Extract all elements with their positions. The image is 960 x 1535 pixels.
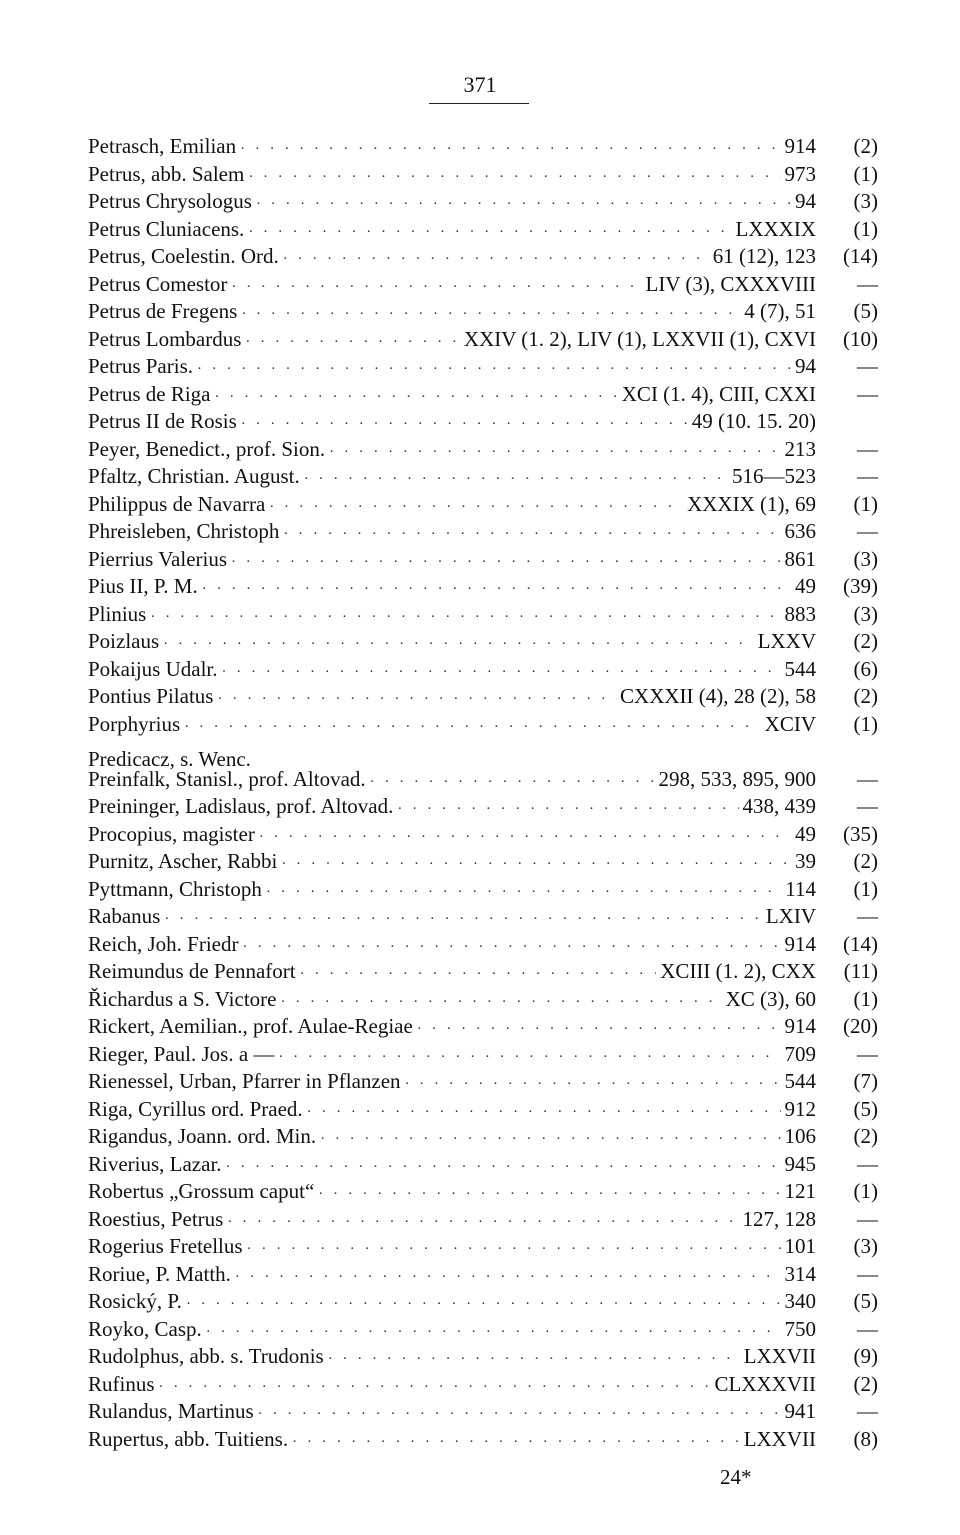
- index-entry: [88, 436, 878, 464]
- leader-dots: [318, 1181, 780, 1209]
- leader-dots: [283, 246, 709, 274]
- leader-dots: [159, 1374, 711, 1402]
- entry-name: Petrus Chrysologus: [88, 189, 252, 213]
- entry-name: Rulandus, Martinus: [88, 1399, 254, 1423]
- leader-dots: [197, 356, 791, 384]
- index-entry: [88, 601, 878, 629]
- leader-dots: [164, 906, 762, 934]
- leader-dots: [206, 1319, 781, 1347]
- entry-references: 121: [784, 1179, 816, 1203]
- index-entry: [88, 353, 878, 381]
- leader-dots: [300, 961, 657, 989]
- entry-references: XC (3), 60: [725, 986, 816, 1011]
- entry-count: —: [857, 354, 878, 378]
- index-entry: [88, 243, 878, 271]
- leader-dots: [292, 1429, 740, 1457]
- entry-references: 106: [784, 1124, 816, 1148]
- entry-count: —: [857, 436, 878, 461]
- entry-count: (9): [853, 1344, 878, 1368]
- entry-references: 94: [795, 354, 816, 378]
- index-entry: [88, 1151, 878, 1179]
- entry-name: Petrus Cluniacens.: [88, 216, 245, 241]
- leader-dots: [240, 136, 780, 164]
- entry-references: 213: [784, 436, 816, 461]
- entry-count: (5): [853, 299, 878, 323]
- entry-count: (2): [853, 134, 878, 158]
- entry-count: —: [857, 904, 878, 928]
- index-entry: [88, 1013, 878, 1041]
- index-entry: [88, 326, 878, 354]
- entry-name: Rufinus: [88, 1371, 155, 1396]
- entry-references: CLXXXVII: [714, 1371, 816, 1396]
- entry-name: Plinius: [88, 601, 147, 626]
- entry-name: Petrus Paris.: [88, 354, 193, 378]
- index-entry: [88, 1261, 878, 1289]
- entry-name: Rogerius Fretellus: [88, 1234, 243, 1258]
- entry-name: Preinfalk, Stanisl., prof. Altovad.: [88, 766, 366, 791]
- entry-references: 438, 439: [742, 794, 816, 818]
- index-entry: [88, 903, 878, 931]
- index-entry: [88, 738, 878, 771]
- leader-dots: [248, 219, 731, 247]
- entry-name: Rupertus, abb. Tuitiens.: [88, 1426, 289, 1451]
- entry-name: Predicacz, s. Wenc.: [88, 746, 251, 771]
- leader-dots: [248, 164, 780, 192]
- entry-references: 914: [784, 931, 816, 956]
- entry-name: Philippus de Navarra: [88, 491, 266, 516]
- entry-count: (1): [853, 986, 878, 1011]
- entry-count: (3): [853, 1234, 878, 1258]
- leader-dots: [405, 1071, 781, 1099]
- entry-count: —: [857, 381, 878, 406]
- entry-name: Roriue, P. Matth.: [88, 1261, 231, 1286]
- entry-name: Rudolphus, abb. s. Trudonis: [88, 1344, 324, 1368]
- index-entry: [88, 931, 878, 959]
- leader-dots: [245, 329, 460, 357]
- index-entry: [88, 546, 878, 574]
- leader-dots: [417, 1016, 781, 1044]
- entry-count: (2): [853, 629, 878, 653]
- entry-name: Rienessel, Urban, Pfarrer in Pflanzen: [88, 1069, 401, 1093]
- index-entry: [88, 958, 878, 986]
- entry-count: (11): [843, 959, 878, 983]
- index-entry: [88, 1068, 878, 1096]
- entry-name: Rabanus: [88, 904, 161, 928]
- leader-dots: [259, 824, 791, 852]
- leader-dots: [186, 1291, 781, 1319]
- leader-dots: [280, 989, 721, 1017]
- entry-references: 516—523: [732, 464, 816, 488]
- entry-name: Petrus Lombardus: [88, 326, 242, 351]
- entry-name: Pyttmann, Christoph: [88, 876, 262, 901]
- entry-count: —: [857, 1206, 878, 1231]
- entry-count: (3): [853, 546, 878, 571]
- entry-count: (1): [853, 161, 878, 186]
- entry-name: Preininger, Ladislaus, prof. Altovad.: [88, 794, 394, 818]
- leader-dots: [247, 1236, 781, 1264]
- entry-count: —: [857, 519, 878, 543]
- entry-name: Peyer, Benedict., prof. Sion.: [88, 436, 326, 461]
- leader-dots: [231, 549, 780, 577]
- index-entry: [88, 1096, 878, 1124]
- leader-dots: [256, 191, 791, 219]
- index-entry: [88, 1288, 878, 1316]
- index-entry: [88, 1343, 878, 1371]
- entry-references: XCI (1. 4), CIII, CXXI: [621, 381, 816, 406]
- index-entry: [88, 271, 878, 299]
- leader-dots: [329, 439, 780, 467]
- entry-references: 973: [784, 161, 816, 186]
- index-entry: [88, 1233, 878, 1261]
- entry-count: —: [857, 1151, 878, 1176]
- index-entry: [88, 573, 878, 601]
- entry-count: —: [857, 1041, 878, 1066]
- leader-dots: [242, 934, 780, 962]
- entry-count: —: [857, 794, 878, 818]
- entry-references: 49: [795, 574, 816, 598]
- entry-name: Rieger, Paul. Jos. a —: [88, 1041, 275, 1066]
- page-number: 371: [463, 72, 497, 97]
- entry-name: Petrus, abb. Salem: [88, 161, 245, 186]
- index-entry: [88, 491, 878, 519]
- index-entry: [88, 463, 878, 491]
- entry-references: 941: [784, 1399, 816, 1423]
- entry-name: Petrus, Coelestin. Ord.: [88, 244, 279, 268]
- entry-references: XXXIX (1), 69: [687, 491, 816, 516]
- entry-name: Petrus de Fregens: [88, 299, 238, 323]
- entry-count: (14): [843, 931, 878, 956]
- entry-name: Reimundus de Pennafort: [88, 959, 296, 983]
- entry-count: (1): [853, 491, 878, 516]
- entry-name: Rickert, Aemilian., prof. Aulae-Regiae: [88, 1014, 413, 1038]
- page-number-rule: [429, 103, 529, 104]
- entry-references: 914: [784, 1014, 816, 1038]
- leader-dots: [283, 521, 780, 549]
- index-entry: [88, 381, 878, 409]
- leader-dots: [227, 1209, 738, 1237]
- entry-name: Roestius, Petrus: [88, 1206, 224, 1231]
- entry-references: LXXXIX: [735, 216, 816, 241]
- index-entry: [88, 986, 878, 1014]
- entry-count: (3): [853, 601, 878, 626]
- entry-name: Phreisleben, Christoph: [88, 519, 280, 543]
- leader-dots: [226, 1154, 781, 1182]
- entry-count: (1): [853, 711, 878, 736]
- entry-references: 114: [785, 876, 816, 901]
- entry-name: Porphyrius: [88, 711, 181, 736]
- entry-name: Petrus II de Rosis: [88, 409, 237, 433]
- index-entry: [88, 683, 878, 711]
- leader-dots: [184, 714, 760, 742]
- entry-count: (1): [853, 216, 878, 241]
- leader-dots: [304, 466, 728, 494]
- entry-count: (5): [853, 1096, 878, 1121]
- entry-references: 340: [784, 1289, 816, 1313]
- entry-references: 914: [784, 134, 816, 158]
- entry-count: —: [857, 1316, 878, 1341]
- index-entry: [88, 133, 878, 161]
- entry-count: —: [857, 271, 878, 296]
- index-entry: [88, 766, 878, 794]
- leader-dots: [255, 738, 812, 766]
- entry-count: (1): [853, 1179, 878, 1203]
- entry-count: (5): [853, 1289, 878, 1313]
- entry-count: —: [857, 1261, 878, 1286]
- index-entry: [88, 848, 878, 876]
- entry-references: XXIV (1. 2), LIV (1), LXXVII (1), CXVI: [463, 326, 816, 351]
- entry-count: (3): [853, 189, 878, 213]
- entry-name: Pierrius Valerius: [88, 546, 228, 571]
- index-entry: [88, 876, 878, 904]
- entry-references: CXXXII (4), 28 (2), 58: [620, 684, 816, 708]
- leader-dots: [307, 1099, 781, 1127]
- entry-references: LXIV: [765, 904, 816, 928]
- leader-dots: [222, 659, 781, 687]
- index-entry: [88, 298, 878, 326]
- entry-references: 101: [784, 1234, 816, 1258]
- leader-dots: [278, 1044, 780, 1072]
- entry-references: XCIII (1. 2), CXX: [660, 959, 816, 983]
- leader-dots: [281, 851, 791, 879]
- entry-references: 636: [784, 519, 816, 543]
- index-entry: [88, 821, 878, 849]
- leader-dots: [266, 879, 781, 907]
- leader-dots: [202, 576, 791, 604]
- entry-name: Pius II, P. M.: [88, 574, 198, 598]
- entry-references: LXXVII: [743, 1344, 816, 1368]
- entry-count: (2): [853, 684, 878, 708]
- entry-references: 709: [784, 1041, 816, 1066]
- index-entry: [88, 1178, 878, 1206]
- index-entry: [88, 518, 878, 546]
- entry-name: Petrus Comestor: [88, 271, 228, 296]
- entry-count: (2): [853, 849, 878, 873]
- entry-name: Řichardus a S. Victore: [88, 986, 277, 1011]
- entry-name: Riga, Cyrillus ord. Praed.: [88, 1096, 303, 1121]
- entry-name: Pokaijus Udalr.: [88, 656, 218, 681]
- entry-count: —: [857, 766, 878, 791]
- index-entry: [88, 1206, 878, 1234]
- leader-dots: [231, 274, 641, 302]
- entry-references: 127, 128: [742, 1206, 816, 1231]
- leader-dots: [241, 411, 688, 439]
- entry-references: 912: [784, 1096, 816, 1121]
- entry-count: (6): [853, 656, 878, 681]
- entry-references: 61 (12), 123: [712, 244, 816, 268]
- entry-references: 4 (7), 51: [744, 299, 816, 323]
- entry-references: 49: [795, 821, 816, 846]
- entry-count: (2): [853, 1124, 878, 1148]
- index-entry: [88, 656, 878, 684]
- leader-dots: [320, 1126, 780, 1154]
- leader-dots: [258, 1401, 781, 1429]
- entry-name: Rosický, P.: [88, 1289, 182, 1313]
- entry-references: LXXVII: [743, 1426, 816, 1451]
- entry-references: 49 (10. 15. 20): [691, 409, 816, 433]
- entry-count: (35): [843, 821, 878, 846]
- index-list: [88, 133, 878, 1453]
- entry-name: Petrus de Riga: [88, 381, 211, 406]
- entry-name: Riverius, Lazar.: [88, 1151, 222, 1176]
- index-entry: [88, 1316, 878, 1344]
- index-entry: [88, 188, 878, 216]
- entry-name: Reich, Joh. Friedr: [88, 931, 239, 956]
- leader-dots: [217, 686, 616, 714]
- leader-dots: [150, 604, 780, 632]
- entry-name: Pfaltz, Christian. August.: [88, 464, 300, 488]
- entry-count: (2): [853, 1371, 878, 1396]
- leader-dots: [163, 631, 754, 659]
- leader-dots: [214, 384, 617, 412]
- entry-count: (1): [853, 876, 878, 901]
- index-entry: [88, 161, 878, 189]
- entry-name: Royko, Casp.: [88, 1316, 202, 1341]
- entry-references: 750: [784, 1316, 816, 1341]
- index-entry: [88, 408, 878, 436]
- entry-count: —: [857, 1399, 878, 1423]
- entry-name: Purnitz, Ascher, Rabbi: [88, 849, 278, 873]
- index-entry: [88, 1371, 878, 1399]
- leader-dots: [269, 494, 683, 522]
- entry-references: 861: [784, 546, 816, 571]
- entry-count: (7): [853, 1069, 878, 1093]
- entry-references: 544: [784, 656, 816, 681]
- leader-dots: [235, 1264, 781, 1292]
- entry-references: 298, 533, 895, 900: [658, 766, 816, 791]
- entry-references: 883: [784, 601, 816, 626]
- index-entry: [88, 216, 878, 244]
- entry-references: 945: [784, 1151, 816, 1176]
- entry-references: 94: [795, 189, 816, 213]
- entry-references: LIV (3), CXXXVIII: [645, 271, 816, 296]
- index-entry: [88, 1426, 878, 1454]
- entry-name: Petrasch, Emilian: [88, 134, 237, 158]
- index-entry: [88, 1398, 878, 1426]
- entry-name: Procopius, magister: [88, 821, 255, 846]
- index-entry: [88, 628, 878, 656]
- index-entry: [88, 711, 878, 739]
- entry-references: 39: [795, 849, 816, 873]
- entry-name: Poizlaus: [88, 629, 160, 653]
- leader-dots: [370, 769, 655, 797]
- leader-dots: [397, 796, 738, 824]
- entry-count: (14): [843, 244, 878, 268]
- entry-count: (39): [843, 574, 878, 598]
- entry-name: Rigandus, Joann. ord. Min.: [88, 1124, 317, 1148]
- entry-references: XCIV: [764, 711, 816, 736]
- index-entry: [88, 1041, 878, 1069]
- entry-count: (8): [853, 1426, 878, 1451]
- entry-references: 314: [784, 1261, 816, 1286]
- leader-dots: [241, 301, 740, 329]
- entry-count: (10): [843, 326, 878, 351]
- entry-count: (20): [843, 1014, 878, 1038]
- signature-mark: 24*: [720, 1465, 752, 1489]
- index-entry: [88, 793, 878, 821]
- entry-references: LXXV: [757, 629, 816, 653]
- entry-references: 544: [784, 1069, 816, 1093]
- entry-name: Robertus „Grossum caput“: [88, 1179, 315, 1203]
- entry-name: Pontius Pilatus: [88, 684, 214, 708]
- leader-dots: [328, 1346, 740, 1374]
- entry-count: —: [857, 464, 878, 488]
- index-entry: [88, 1123, 878, 1151]
